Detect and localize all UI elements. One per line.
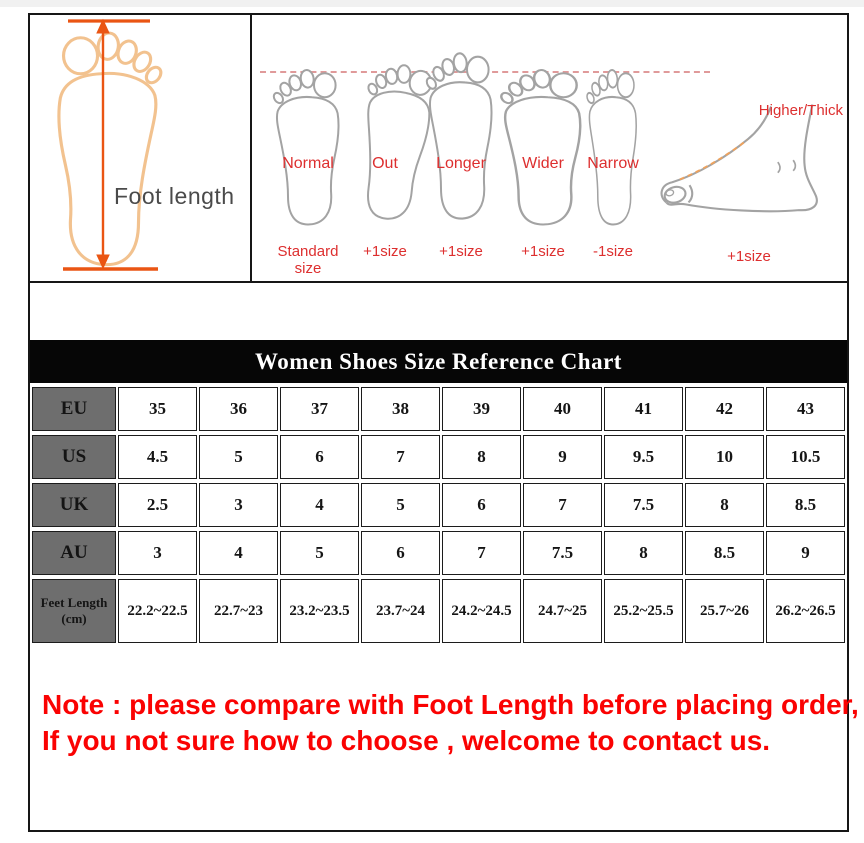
size-value-cell: 8.5	[685, 531, 764, 575]
foot-side-view-illustration	[653, 100, 845, 230]
row-header-cell: UK	[32, 483, 116, 527]
row-header-cell: EU	[32, 387, 116, 431]
foot-type-label: Higher/Thick	[758, 102, 843, 119]
measure-arrow	[30, 15, 250, 281]
size-value-cell: 7	[523, 483, 602, 527]
size-value-cell: 3	[199, 483, 278, 527]
size-value-cell: 7	[442, 531, 521, 575]
size-value-cell: 24.2~24.5	[442, 579, 521, 643]
footprint-normal-illustration	[268, 60, 348, 232]
size-chart-panel	[28, 283, 859, 832]
foot-length-label: Foot length	[114, 183, 235, 209]
row-header-cell: Feet Length (cm)	[32, 579, 116, 643]
size-adjust-label: +1size	[727, 248, 771, 265]
row-header-cell: AU	[32, 531, 116, 575]
foot-type-label: Out	[372, 155, 398, 172]
foot-type-longer	[421, 60, 501, 280]
size-value-cell: 7	[361, 435, 440, 479]
size-value-cell: 5	[361, 483, 440, 527]
size-value-cell: 9	[766, 531, 845, 575]
size-value-cell: 24.7~25	[523, 579, 602, 643]
table-row-au	[32, 531, 845, 575]
size-value-cell: 22.2~22.5	[118, 579, 197, 643]
foot-type-label: Longer	[436, 155, 486, 172]
note-line-2: If you not sure how to choose , welcome to contact us.	[42, 725, 771, 756]
size-adjust-label: +1size	[521, 243, 565, 260]
size-adjust-label: +1size	[363, 243, 407, 260]
size-value-cell: 5	[199, 435, 278, 479]
size-value-cell: 8	[442, 435, 521, 479]
size-adjust-label: Standard size	[277, 243, 339, 277]
foot-type-narrow	[573, 60, 653, 280]
chart-title: Women Shoes Size Reference Chart	[255, 348, 622, 374]
foot-shape-guide	[252, 15, 849, 281]
size-adjust-label: -1size	[592, 243, 633, 260]
size-value-cell: 23.2~23.5	[280, 579, 359, 643]
size-value-cell: 8.5	[766, 483, 845, 527]
size-value-cell: 36	[199, 387, 278, 431]
foot-type-label: Normal	[282, 155, 334, 172]
size-value-cell: 7.5	[523, 531, 602, 575]
size-adjust-label: +1size	[439, 243, 483, 260]
size-value-cell: 3	[118, 531, 197, 575]
size-value-cell: 38	[361, 387, 440, 431]
size-value-cell: 2.5	[118, 483, 197, 527]
size-value-cell: 25.7~26	[685, 579, 764, 643]
footprint-narrow-illustration	[583, 60, 644, 232]
size-value-cell: 7.5	[604, 483, 683, 527]
size-value-cell: 4.5	[118, 435, 197, 479]
size-value-cell: 10.5	[766, 435, 845, 479]
size-value-cell: 9.5	[604, 435, 683, 479]
size-value-cell: 8	[685, 483, 764, 527]
size-value-cell: 5	[280, 531, 359, 575]
measurement-guide-panel	[28, 13, 849, 283]
size-value-cell: 4	[199, 531, 278, 575]
size-value-cell: 25.2~25.5	[604, 579, 683, 643]
size-value-cell: 23.7~24	[361, 579, 440, 643]
foot-length-diagram	[30, 15, 252, 281]
size-value-cell: 39	[442, 387, 521, 431]
note-line-1: Note : please compare with Foot Length before placing order,	[42, 689, 859, 720]
size-value-cell: 42	[685, 387, 764, 431]
size-value-cell: 4	[280, 483, 359, 527]
size-value-cell: 43	[766, 387, 845, 431]
size-value-cell: 41	[604, 387, 683, 431]
footprint-longer-illustration	[421, 43, 501, 227]
size-value-cell: 37	[280, 387, 359, 431]
table-row-eu	[32, 387, 845, 431]
chart-title-band	[30, 340, 847, 383]
size-value-cell: 6	[361, 531, 440, 575]
size-value-cell: 8	[604, 531, 683, 575]
instep-height-line	[680, 140, 747, 179]
size-value-cell: 10	[685, 435, 764, 479]
table-row-uk	[32, 483, 845, 527]
table-row-us	[32, 435, 845, 479]
size-value-cell: 22.7~23	[199, 579, 278, 643]
foot-type-label: Wider	[522, 155, 564, 172]
size-value-cell: 35	[118, 387, 197, 431]
size-value-cell: 40	[523, 387, 602, 431]
image-edge-strip	[0, 0, 864, 7]
size-value-cell: 9	[523, 435, 602, 479]
size-value-cell: 26.2~26.5	[766, 579, 845, 643]
size-value-cell: 6	[280, 435, 359, 479]
order-note	[42, 687, 859, 759]
row-header-cell: US	[32, 435, 116, 479]
foot-type-label: Narrow	[587, 155, 639, 172]
size-reference-table	[30, 383, 847, 647]
size-value-cell: 6	[442, 483, 521, 527]
table-row-feet-length	[32, 579, 845, 643]
